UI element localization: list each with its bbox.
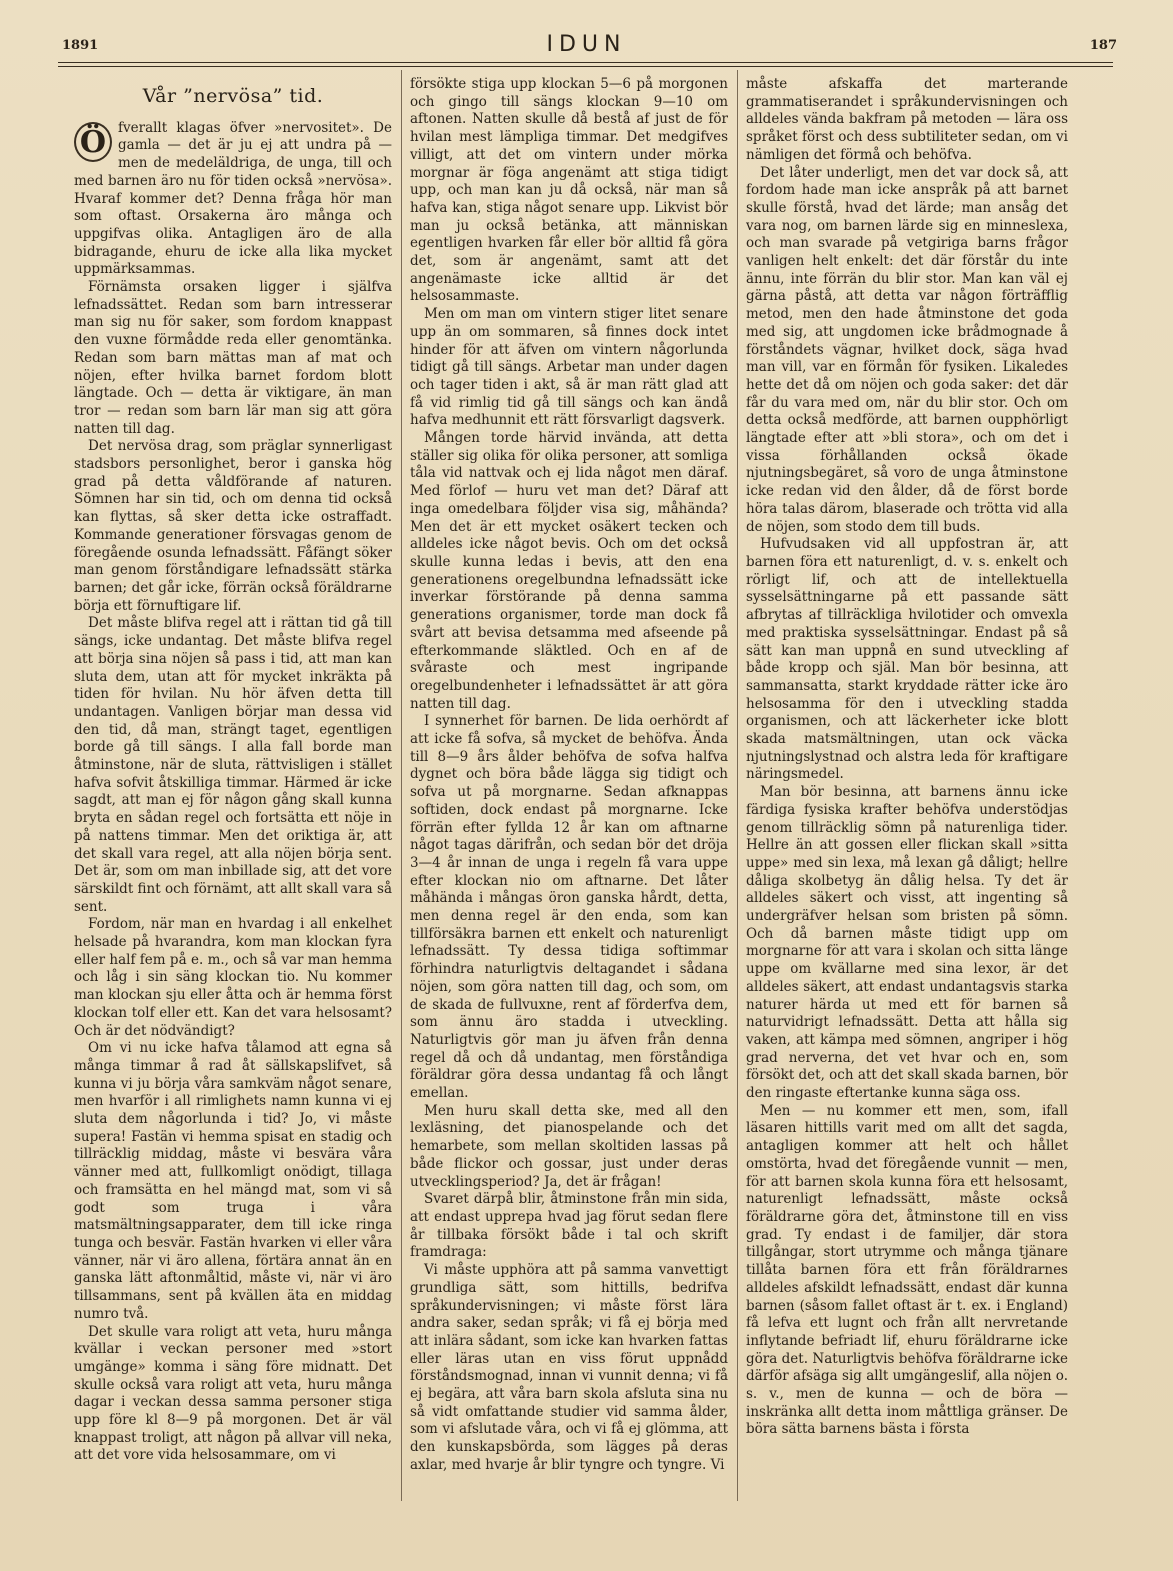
paragraph: Om vi nu icke hafva tålamod att egna så många timmar å rad åt sällskapslifvet, så kunna vi ju börja våra samkväm något senare, men hvarför i all rimlighets namn kunna vi ej sluta dem någorlunda i tid? Jo, vi måste supera! Fastän vi hemma spisat en stadig och tillräcklig middag, måste vi besvära våra vänner med att, fullkomligt onödigt, tillaga och framsätta en hel mängd mat, som vi så godt som truga i våra matsmältningsapparater, dem till icke ringa tunga och besvär. Fastän hvarken vi eller våra vänner, när vi äro allena, förtära annat än en ganska lätt aftonmåltid, måste vi, när vi äro tillsammans, sent på kvällen äta en middag numro två.: [74, 1040, 392, 1322]
paragraph: Hufvudsaken vid all uppfostran är, att barnen föra ett naturenligt, d. v. s. enkelt och rörligt lif, och att de intellektuella sysselsättningarne på ett passande sätt afbrytas af tillräckliga hvilotider och omvexla med praktiska sysselsättningar. Endast på så sätt kan man uppnå en sund utveckling af både kropp och själ. Man bör besinna, att sammansatta, starkt kryddade rätter icke äro helsosamma för den i utveckling stadda organismen, och att läckerheter icke blott skada matsmältningen, utan ock väcka njutningslystnad och alstra leda för kraftigare näringsmedel.: [746, 536, 1068, 783]
article-opening: [74, 120, 392, 279]
masthead-title: IDUN: [546, 32, 627, 57]
header-year: 1891: [62, 38, 99, 53]
page-number: 187: [1089, 38, 1117, 53]
paragraph: Det måste blifva regel att i rättan tid gå till sängs, icke undantag. Det måste blifva regel att börja sina nöjen så pass i tid, att man kan sluta dem, utan att för mycket inkräkta på tiden för hvilan. Nu hör äfven detta till undantagen. Vanligen börjar man dessa vid den tid, då man, strängt taget, egentligen borde gå till sängs. I alla fall borde man åtminstone, när de sluta, rättvisligen i stället hafva sofvit åtskilliga timmar. Härmed är icke sagdt, att man ej för någon gång skall kunna bryta en sådan regel och fortsätta ett nöje in på nattens timmar. Men det oriktiga är, att det skall vara regel, att alla nöjen börja sent. Det är, som om man inbillade sig, att det vore särskildt fint och förnämt, att allt skall vara så sent.: [74, 615, 392, 915]
paragraph: Det skulle vara roligt att veta, huru många kvällar i veckan personer med »stort umgänge» komma i säng före midnatt. Det skulle också vara roligt att veta, huru många dagar i veckan dessa samma personer stiga upp före kl 8—9 på morgonen. Det är väl knappast troligt, att någon på allvar vill neka, att det vore vida helsosammare, om vi: [74, 1323, 392, 1464]
header-rule-thin: [58, 66, 1113, 67]
column-2: [410, 76, 728, 1475]
paragraph: Svaret därpå blir, åtminstone från min sida, att endast upprepa hvad jag förut sedan flere år tillbaka försökt både i tal och skrift framdraga:: [410, 1191, 728, 1261]
column-divider: [401, 70, 402, 1501]
paragraph: Men — nu kommer ett men, som, ifall läsaren hittills varit med om allt det sagda, antagligen kommer att helt och hållet omstörta, hvad det föregående vunnit — men, för att barnen skola kunna föra ett helsosamt, naturenligt lefnadssätt, måste också föräldrarne göra det, åtminstone till en viss grad. Ty endast i de familjer, där stora tillgångar, stort utrymme och många tjänare tillåta barnen föra ett från föräldrarnes alldeles afskildt lefnadssätt, endast där kunna barnen (såsom fallet oftast är t. ex. i England) få lefva ett lugnt och från allt nervretande inflytande befriadt lif, ehuru föräldrarne icke göra det. Naturligtvis behöfva föräldrarne icke därför afsäga sig allt umgängeslif, alla nöjen o. s. v., men de kunna — och de böra — inskränka allt detta inom måttliga gränser. De böra sätta barnens bästa i första: [746, 1102, 1068, 1438]
paragraph: Vi måste upphöra att på samma vanvettigt grundliga sätt, som hittills, bedrifva språkundervisningen; vi måste först lära andra saker, sedan språk; vi få ej börja med att inlära sådant, som icke kan hvarken fattas eller läras utan en viss förut uppnådd förståndsmognad, innan vi vunnit denna; vi få ej begära, att våra barn skola afsluta sina nu så vidt omfattande studier vid samma ålder, som vi afslutade våra, och vi få ej glömma, att den kunskapsbörda, som lägges på deras axlar, med hvarje år blir tyngre och tyngre. Vi: [410, 1262, 728, 1473]
paragraph: måste afskaffa det marterande grammatiserandet i språkundervisningen och alldeles vända bakfram på metoden — lära oss språket först och dess subtiliteter sedan, om vi nämligen det förmå och behöfva.: [746, 76, 1068, 163]
paragraph: I synnerhet för barnen. De lida oerhördt af att icke få sofva, så mycket de behöfva. Ända till 8—9 års ålder behöfva de sofva halfva dygnet och böra både lägga sig tidigt och sofva ut på morgnarne. Sedan afknappas softiden, dock endast på morgnarne. Icke förrän efter fyllda 12 år kan om aftnarne något tagas därifrån, och sedan bör det dröja 3—4 år innan de unga i regeln få vara uppe efter klockan nio om aftnarne. Det låter måhända i mångas öron ganska hårdt, detta, men denna regel är den enda, som kan tillförsäkra barnen ett enkelt och naturenligt lefnadssätt. Ty dessa tidiga softimmar förhindra naturligtvis deltagandet i sådana nöjen, som göra natten till dag, och som, om de skada de fullvuxne, rent af förderfva dem, som ännu äro stadda i utveckling. Naturligtvis gör man ju äfven från denna regel då och då undantag, men förståndiga föräldrar göra dessa undantag få och långt emellan.: [410, 713, 728, 1102]
paragraph: Förnämsta orsaken ligger i själfva lefnadssättet. Redan som barn intresserar man sig nu för saker, som fordom knappast den vuxne förmådde reda eller genomtänka. Redan som barn mättas man af mat och nöjen, efter hvilka barnet fordom blott längtade. Och — detta är viktigare, än man tror — redan som barn lär man sig att göra natten till dag.: [74, 279, 392, 437]
dropcap-letter: Ö: [74, 122, 112, 162]
paragraph: försökte stiga upp klockan 5—6 på morgonen och gingo till sängs klockan 9—10 om aftonen. Natten skulle då bestå af just de för hvilan mest lämpliga timmar. Det medgifves villigt, att det om vintern under mörka morgnar är föga angenämt att stiga tidigt upp, och man kan ju då också, när man så hafva kan, stiga något senare upp. Likvist bör man ju också betänka, att människan egentligen hvarken får eller bör alltid få göra det, som är angenämt, samt att det angenämaste icke alltid är det helsosammaste.: [410, 76, 728, 305]
column-3: [746, 76, 1068, 1439]
header-rule: [58, 62, 1113, 63]
paragraph: Det nervösa drag, som präglar synnerligast stadsbors personlighet, beror i ganska hög grad på detta våldförande af naturen. Sömnen har sin tid, och om denna tid också kan flyttas, så sker detta icke ostraffadt. Kommande generationer försvagas genom de föregående osunda lefnadssätt. Fåfängt söker man genom förståndigare lefnadssätt stärka barnen; det går icke, förrän också föräldrarne börja ett förnuftigare lif.: [74, 438, 392, 614]
paragraph: Men huru skall detta ske, med all den lexläsning, det pianospelande och det hemarbete, som mellan skoltiden lassas på både flickor och gossar, just under deras utvecklingsperiod? Ja, det är frågan!: [410, 1102, 728, 1190]
paragraph: Man bör besinna, att barnens ännu icke färdiga fysiska krafter behöfva understödjas genom tillräcklig sömn på naturenliga tider. Hellre än att gossen eller flickan skall »sitta uppe» med sin lexa, må lexan gå dåligt; hellre dåliga skolbetyg än dålig helsa. Ty det är alldeles säkert och visst, att ingenting så undergräfver helsan som bristen på sömn. Och då barnen måste tidigt upp om morgnarne för att vara i skolan och sitta länge uppe om kvällarne med sina lexor, är det alldeles säkert, att endast undantagsvis starka naturer härda ut med ett för barnen så naturvidrigt lefnadssätt. Detta att hålla sig vaken, att kämpa med sömnen, angriper i hög grad nerverna, det vet hvar och en, som försökt det, och att det skall skada barnen, bör den ringaste eftertanke kunna säga oss.: [746, 784, 1068, 1102]
paragraph: Mången torde härvid invända, att detta ställer sig olika för olika personer, att somliga tåla vid nattvak och ej lida något men däraf. Med förlof — huru vet man det? Däraf att inga omedelbara följder visa sig, måhända? Men det är ett mycket osäkert tecken och alldeles icke något bevis. Och om det också skulle kunna ledas i bevis, att den ena generationens oregelbundna lefnadssätt icke inverkar förstörande på denna samma generations organismer, torde man dock få svårt att bevisa detsamma med afseende på efterkommande släktled. Och en af de svåraste och mest ingripande oregelbundenheter i lefnadssättet är att göra natten till dag.: [410, 430, 728, 712]
page-header: [56, 30, 1117, 60]
column-divider: [737, 70, 738, 1501]
paragraph: Fordom, när man en hvardag i all enkelhet helsade på hvarandra, kom man klockan fyra eller half fem på e. m., och så var man hemma och låg i sin säng klockan tio. Nu kommer man klockan sju eller åtta och är hemma först klockan tolf eller ett. Kan det vara helsosamt? Och är det nödvändigt?: [74, 916, 392, 1039]
column-1: [74, 74, 392, 1465]
article-title: Vår ”nervösa” tid.: [142, 85, 324, 107]
paragraph: fverallt klagas öfver »nervositet». De gamla — det är ju ej att undra på — men de medeläldriga, de unga, till och med barnen äro nu för tiden också »nervösa». Hvaraf kommer det? Denna fråga hör man som oftast. Orsakerna äro många och uppgifvas olika. Antagligen äro de alla bidragande, ehuru de icke alla lika mycket uppmärksammas.: [74, 119, 392, 278]
paragraph: Det låter underligt, men det var dock så, att fordom hade man icke anspråk på att barnet skulle förstå, hvad det lärde; man ansåg det vara nog, om barnen lärde sig en minneslexa, och man svarade på vetgiriga barns frågor vanligen helt enkelt: det där förstår du inte ännu, inte förrän du blir stor. Man kan väl ej gärna påstå, att detta var någon förträfflig metod, men den hade åtminstone det goda med sig, att ungdomen icke brådmognade å förståndets vägnar, hvilket dock, säga hvad man vill, var en förmån för fysiken. Likaledes hette det då om nöjen och goda saker: det där får du vara med om, när du blir stor. Och om detta också medförde, att barnen oupphörligt längtade efter att »bli stora», och om det i vissa förhållanden också ökade njutningsbegäret, så voro de unga åtminstone icke redan vid den ålder, då de först borde höra talas därom, blaserade och trötta vid alla de nöjen, som stodo dem till buds.: [746, 164, 1068, 535]
paragraph: Men om man om vintern stiger litet senare upp än om sommaren, så finnes dock intet hinder för att äfven om vintern någorlunda tidigt gå till sängs. Arbetar man under dagen och tager tiden i akt, så är man rätt glad att få vid rimlig tid gå till sängs och kan ändå hafva medhunnit ett rätt försvarligt dagsverk.: [410, 306, 728, 429]
